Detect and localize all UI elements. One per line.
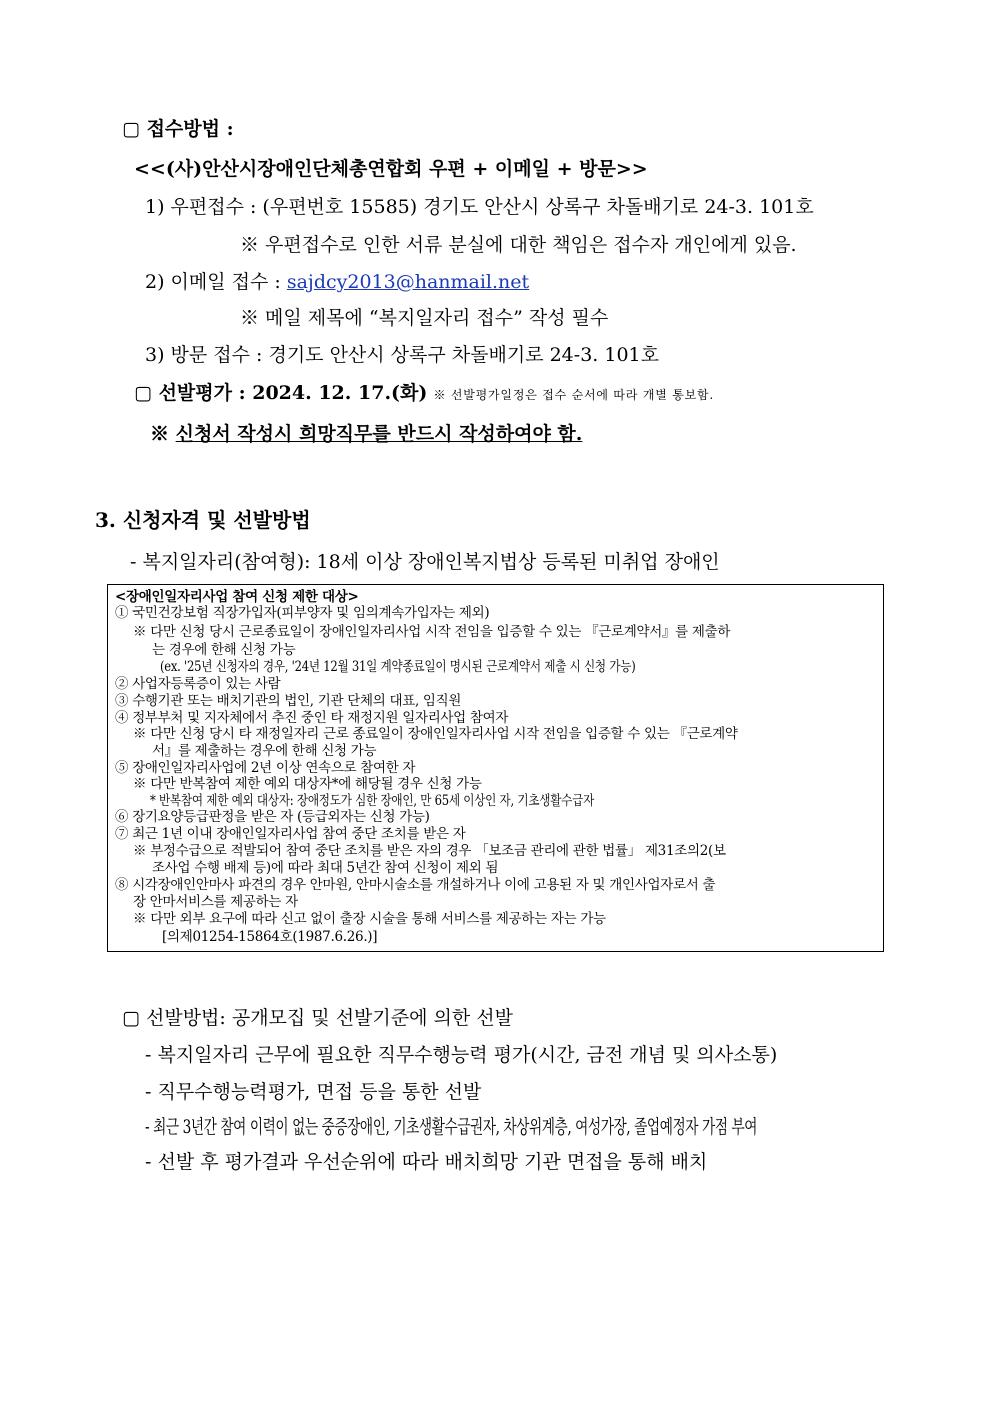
section3-title: 3. 신청자격 및 선발방법 bbox=[95, 508, 311, 532]
restriction-line: ④ 정부부처 및 지자체에서 추진 중인 타 재정지원 일자리사업 참여자 bbox=[115, 710, 509, 726]
restriction-line: ※ 부정수급으로 적발되어 참여 중단 조치를 받은 자의 경우 「보조금 관리에 관한 법률」 제31조의2(보 bbox=[133, 843, 726, 859]
email-link[interactable]: sajdcy2013@hanmail.net bbox=[286, 271, 530, 293]
restriction-line: 장 안마서비스를 제공하는 자 bbox=[133, 894, 298, 910]
restriction-line: ※ 다만 외부 요구에 따라 신고 없이 출장 시술을 통해 서비스를 제공하는 자는 가능 bbox=[133, 911, 606, 927]
selection-evaluation bbox=[134, 381, 714, 407]
restriction-line: ⑥ 장기요양등급판정을 받은 자 (등급외자는 신청 가능) bbox=[115, 809, 430, 825]
mail-note: ※ 우편접수로 인한 서류 분실에 대한 책임은 접수자 개인에게 있음. bbox=[240, 234, 797, 256]
restriction-line: ※ 다만 신청 당시 근로종료일이 장애인일자리사업 시작 전임을 입증할 수 있는 『근로계약서』를 제출하 bbox=[133, 624, 731, 640]
restriction-line: ③ 수행기관 또는 배치기관의 법인, 기관 단체의 대표, 임직원 bbox=[115, 693, 462, 709]
warning-mark: ※ bbox=[150, 423, 176, 445]
reception-heading: ▢ 접수방법 : bbox=[122, 118, 234, 140]
restriction-line: [의제01254-15864호(1987.6.26.)] bbox=[162, 929, 378, 945]
restriction-line: ※ 다만 반복참여 제한 예외 대상자*에 해당될 경우 신청 가능 bbox=[133, 776, 482, 792]
selection-method-item: - 복지일자리 근무에 필요한 직무수행능력 평가(시간, 금전 개념 및 의사소통) bbox=[145, 1044, 778, 1066]
selection-method-item: - 직무수행능력평가, 면접 등을 통한 선발 bbox=[145, 1081, 482, 1103]
reception-subheading: <<(사)안산시장애인단체총연합회 우편 + 이메일 + 방문>> bbox=[134, 158, 648, 180]
restriction-line: ② 사업자등록증이 있는 사람 bbox=[115, 676, 281, 692]
email-reception bbox=[145, 270, 529, 294]
restriction-line: 서』를 제출하는 경우에 한해 신청 가능 bbox=[152, 743, 377, 759]
restriction-line: 는 경우에 한해 신청 가능 bbox=[152, 642, 296, 658]
restriction-line: * 반복참여 제한 예외 대상자: 장애정도가 심한 장애인, 만 65세 이상인 자, 기초생활수급자 bbox=[150, 793, 595, 809]
email-label: 2) 이메일 접수 : bbox=[145, 271, 287, 293]
email-note: ※ 메일 제목에 “복지일자리 접수” 작성 필수 bbox=[240, 307, 609, 329]
restriction-line: ⑤ 장애인일자리사업에 2년 이상 연속으로 참여한 자 bbox=[115, 760, 416, 776]
warning-text: 신청서 작성시 희망직무를 반드시 작성하여야 함. bbox=[175, 423, 583, 445]
mail-reception: 1) 우편접수 : (우편번호 15585) 경기도 안산시 상록구 차돌배기로 24-3. 101호 bbox=[145, 196, 814, 218]
selection-method-title: ▢ 선발방법: 공개모집 및 선발기준에 의한 선발 bbox=[122, 1007, 513, 1029]
restriction-line: (ex. '25년 신청자의 경우, '24년 12월 31일 계약종료일이 명시된 근로계약서 제출 시 신청 가능) bbox=[160, 659, 636, 675]
restriction-line: ⑦ 최근 1년 이내 장애인일자리사업 참여 중단 조치를 받은 자 bbox=[115, 826, 466, 842]
selection-eval-label: ▢ 선발평가 : 2024. 12. 17.(화) bbox=[134, 382, 428, 404]
eligibility-line: - 복지일자리(참여형): 18세 이상 장애인복지법상 등록된 미취업 장애인 bbox=[130, 551, 720, 573]
restriction-line: 조사업 수행 배제 등)에 따라 최대 5년간 참여 신청이 제외 됨 bbox=[152, 860, 499, 876]
selection-method-item: - 선발 후 평가결과 우선순위에 따라 배치희망 기관 면접을 통해 배치 bbox=[145, 1151, 708, 1173]
restriction-line: ① 국민건강보험 직장가입자(피부양자 및 임의계속가입자는 제외) bbox=[115, 605, 490, 621]
restriction-line: ⑧ 시각장애인안마사 파견의 경우 안마원, 안마시술소를 개설하거나 이에 고용된 자 및 개인사업자로서 출 bbox=[115, 877, 716, 893]
warning-notice bbox=[150, 422, 582, 446]
selection-eval-note: ※ 선발평가일정은 접수 순서에 따라 개별 통보함. bbox=[433, 388, 715, 402]
restriction-title: <장애인일자리사업 참여 신청 제한 대상> bbox=[115, 589, 359, 605]
selection-method-item: - 최근 3년간 참여 이력이 없는 중증장애인, 기초생활수급권자, 차상위계층, 여성가장, 졸업예정자 가점 부여 bbox=[145, 1116, 758, 1138]
restriction-line: ※ 다만 신청 당시 타 재정일자리 근로 종료일이 장애인일자리사업 시작 전임을 입증할 수 있는 『근로계약 bbox=[133, 726, 738, 742]
visit-reception: 3) 방문 접수 : 경기도 안산시 상록구 차돌배기로 24-3. 101호 bbox=[145, 344, 659, 366]
